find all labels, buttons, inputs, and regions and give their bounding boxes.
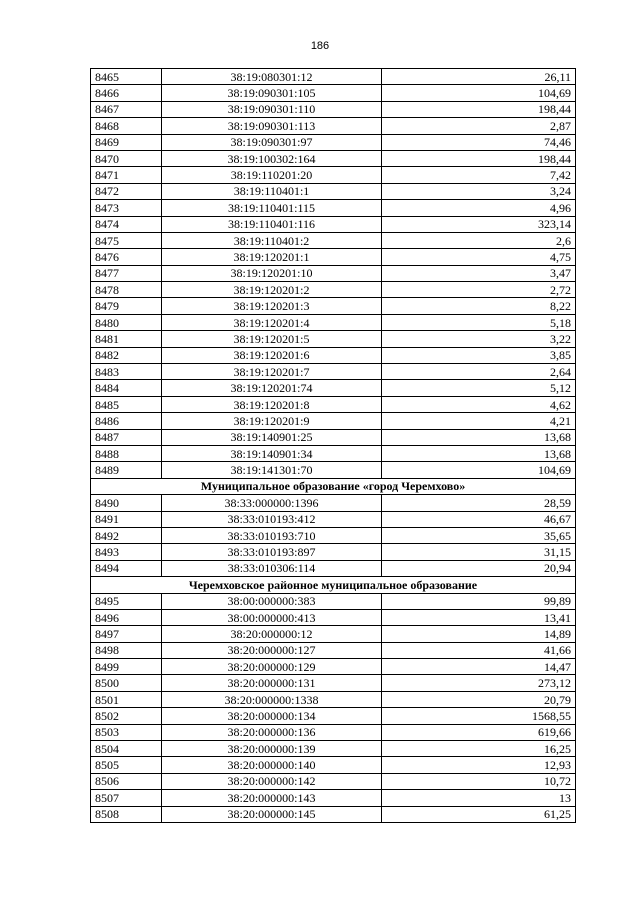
table-row xyxy=(91,741,576,757)
row-number: 8488 xyxy=(91,445,162,461)
table-row xyxy=(91,396,576,412)
row-value: 10,72 xyxy=(382,773,576,789)
cadastral-number: 38:19:120201:7 xyxy=(162,364,382,380)
row-number: 8505 xyxy=(91,757,162,773)
row-number: 8500 xyxy=(91,675,162,691)
table-row xyxy=(91,691,576,707)
section-heading: Муниципальное образование «город Черемхово» xyxy=(91,478,576,494)
row-number: 8492 xyxy=(91,527,162,543)
section-heading-row xyxy=(91,577,576,593)
table-row xyxy=(91,544,576,560)
table-row xyxy=(91,462,576,478)
row-value: 16,25 xyxy=(382,741,576,757)
section-heading-row xyxy=(91,478,576,494)
cadastral-number: 38:33:010193:710 xyxy=(162,527,382,543)
table-row xyxy=(91,659,576,675)
cadastral-number: 38:19:120201:4 xyxy=(162,314,382,330)
row-value: 13 xyxy=(382,790,576,806)
table-row xyxy=(91,380,576,396)
row-value: 104,69 xyxy=(382,462,576,478)
row-value: 198,44 xyxy=(382,150,576,166)
row-number: 8472 xyxy=(91,183,162,199)
row-number: 8470 xyxy=(91,150,162,166)
cadastral-number: 38:19:120201:5 xyxy=(162,331,382,347)
row-value: 13,41 xyxy=(382,609,576,625)
cadastral-number: 38:19:120201:8 xyxy=(162,396,382,412)
table-row xyxy=(91,265,576,281)
row-value: 41,66 xyxy=(382,642,576,658)
row-number: 8471 xyxy=(91,167,162,183)
row-number: 8484 xyxy=(91,380,162,396)
cadastral-number: 38:19:100302:164 xyxy=(162,150,382,166)
table-row xyxy=(91,626,576,642)
table-row xyxy=(91,101,576,117)
row-number: 8483 xyxy=(91,364,162,380)
table-row xyxy=(91,593,576,609)
row-number: 8493 xyxy=(91,544,162,560)
row-number: 8499 xyxy=(91,659,162,675)
row-value: 3,47 xyxy=(382,265,576,281)
row-value: 3,24 xyxy=(382,183,576,199)
row-number: 8467 xyxy=(91,101,162,117)
table-row xyxy=(91,347,576,363)
cadastral-number: 38:19:090301:105 xyxy=(162,85,382,101)
row-number: 8482 xyxy=(91,347,162,363)
cadastral-number: 38:33:010306:114 xyxy=(162,560,382,576)
table-row xyxy=(91,314,576,330)
table-row xyxy=(91,150,576,166)
row-number: 8476 xyxy=(91,249,162,265)
cadastral-number: 38:20:000000:127 xyxy=(162,642,382,658)
table-row xyxy=(91,495,576,511)
row-value: 28,59 xyxy=(382,495,576,511)
row-value: 4,21 xyxy=(382,413,576,429)
row-value: 2,72 xyxy=(382,282,576,298)
table-row xyxy=(91,527,576,543)
cadastral-number: 38:33:000000:1396 xyxy=(162,495,382,511)
row-value: 1568,55 xyxy=(382,708,576,724)
row-value: 5,18 xyxy=(382,314,576,330)
row-number: 8477 xyxy=(91,265,162,281)
table-row xyxy=(91,298,576,314)
row-value: 4,75 xyxy=(382,249,576,265)
table-row xyxy=(91,331,576,347)
cadastral-number: 38:20:000000:12 xyxy=(162,626,382,642)
table-row xyxy=(91,445,576,461)
row-number: 8504 xyxy=(91,741,162,757)
row-value: 14,89 xyxy=(382,626,576,642)
row-number: 8503 xyxy=(91,724,162,740)
row-number: 8502 xyxy=(91,708,162,724)
cadastral-number: 38:19:090301:113 xyxy=(162,118,382,134)
row-value: 13,68 xyxy=(382,429,576,445)
table-row xyxy=(91,167,576,183)
row-value: 61,25 xyxy=(382,806,576,822)
row-value: 323,14 xyxy=(382,216,576,232)
row-number: 8481 xyxy=(91,331,162,347)
cadastral-table xyxy=(90,68,576,823)
cadastral-number: 38:19:120201:74 xyxy=(162,380,382,396)
cadastral-number: 38:19:090301:97 xyxy=(162,134,382,150)
cadastral-number: 38:19:140901:25 xyxy=(162,429,382,445)
cadastral-number: 38:19:110401:2 xyxy=(162,232,382,248)
cadastral-number: 38:00:000000:413 xyxy=(162,609,382,625)
cadastral-number: 38:20:000000:140 xyxy=(162,757,382,773)
row-number: 8465 xyxy=(91,69,162,85)
row-number: 8466 xyxy=(91,85,162,101)
row-number: 8489 xyxy=(91,462,162,478)
row-number: 8497 xyxy=(91,626,162,642)
table-body xyxy=(91,69,576,823)
row-value: 14,47 xyxy=(382,659,576,675)
section-heading: Черемховское районное муниципальное образование xyxy=(91,577,576,593)
cadastral-number: 38:19:120201:3 xyxy=(162,298,382,314)
cadastral-number: 38:20:000000:139 xyxy=(162,741,382,757)
cadastral-number: 38:00:000000:383 xyxy=(162,593,382,609)
cadastral-number: 38:19:120201:2 xyxy=(162,282,382,298)
row-value: 3,22 xyxy=(382,331,576,347)
row-number: 8491 xyxy=(91,511,162,527)
cadastral-number: 38:19:140901:34 xyxy=(162,445,382,461)
table-row xyxy=(91,511,576,527)
row-number: 8469 xyxy=(91,134,162,150)
cadastral-number: 38:19:120201:6 xyxy=(162,347,382,363)
table-row xyxy=(91,790,576,806)
cadastral-number: 38:20:000000:129 xyxy=(162,659,382,675)
table-row xyxy=(91,232,576,248)
row-number: 8507 xyxy=(91,790,162,806)
cadastral-number: 38:20:000000:142 xyxy=(162,773,382,789)
row-value: 35,65 xyxy=(382,527,576,543)
row-value: 7,42 xyxy=(382,167,576,183)
row-value: 104,69 xyxy=(382,85,576,101)
row-number: 8490 xyxy=(91,495,162,511)
row-value: 4,62 xyxy=(382,396,576,412)
row-value: 8,22 xyxy=(382,298,576,314)
table-row xyxy=(91,118,576,134)
table-row xyxy=(91,609,576,625)
table-row xyxy=(91,757,576,773)
row-number: 8485 xyxy=(91,396,162,412)
row-value: 2,6 xyxy=(382,232,576,248)
row-number: 8479 xyxy=(91,298,162,314)
table-row xyxy=(91,724,576,740)
row-number: 8498 xyxy=(91,642,162,658)
row-number: 8494 xyxy=(91,560,162,576)
table-row xyxy=(91,429,576,445)
row-number: 8478 xyxy=(91,282,162,298)
row-value: 619,66 xyxy=(382,724,576,740)
cadastral-number: 38:20:000000:1338 xyxy=(162,691,382,707)
cadastral-number: 38:20:000000:143 xyxy=(162,790,382,806)
row-value: 46,67 xyxy=(382,511,576,527)
table-row xyxy=(91,708,576,724)
row-value: 3,85 xyxy=(382,347,576,363)
cadastral-number: 38:19:080301:12 xyxy=(162,69,382,85)
table-row xyxy=(91,364,576,380)
cadastral-number: 38:19:110201:20 xyxy=(162,167,382,183)
row-number: 8496 xyxy=(91,609,162,625)
cadastral-number: 38:19:120201:10 xyxy=(162,265,382,281)
cadastral-number: 38:20:000000:134 xyxy=(162,708,382,724)
row-value: 99,89 xyxy=(382,593,576,609)
table-row xyxy=(91,134,576,150)
row-value: 2,64 xyxy=(382,364,576,380)
table-row xyxy=(91,642,576,658)
row-value: 20,79 xyxy=(382,691,576,707)
row-value: 273,12 xyxy=(382,675,576,691)
row-number: 8508 xyxy=(91,806,162,822)
page-number: 186 xyxy=(310,40,330,52)
cadastral-number: 38:19:120201:9 xyxy=(162,413,382,429)
cadastral-number: 38:20:000000:131 xyxy=(162,675,382,691)
cadastral-number: 38:19:090301:110 xyxy=(162,101,382,117)
row-number: 8486 xyxy=(91,413,162,429)
table-row xyxy=(91,806,576,822)
row-value: 74,46 xyxy=(382,134,576,150)
cadastral-number: 38:19:141301:70 xyxy=(162,462,382,478)
cadastral-number: 38:20:000000:136 xyxy=(162,724,382,740)
row-value: 12,93 xyxy=(382,757,576,773)
cadastral-number: 38:19:110401:115 xyxy=(162,200,382,216)
row-value: 26,11 xyxy=(382,69,576,85)
table-row xyxy=(91,85,576,101)
row-value: 5,12 xyxy=(382,380,576,396)
table-row xyxy=(91,675,576,691)
row-number: 8475 xyxy=(91,232,162,248)
cadastral-number: 38:19:110401:1 xyxy=(162,183,382,199)
cadastral-number: 38:19:120201:1 xyxy=(162,249,382,265)
cadastral-number: 38:33:010193:412 xyxy=(162,511,382,527)
table-row xyxy=(91,69,576,85)
row-number: 8501 xyxy=(91,691,162,707)
table-row xyxy=(91,413,576,429)
cadastral-number: 38:19:110401:116 xyxy=(162,216,382,232)
table-row xyxy=(91,249,576,265)
cadastral-number: 38:20:000000:145 xyxy=(162,806,382,822)
table-row xyxy=(91,773,576,789)
row-value: 31,15 xyxy=(382,544,576,560)
row-number: 8468 xyxy=(91,118,162,134)
row-number: 8487 xyxy=(91,429,162,445)
table-row xyxy=(91,560,576,576)
row-value: 4,96 xyxy=(382,200,576,216)
table-row xyxy=(91,282,576,298)
row-number: 8480 xyxy=(91,314,162,330)
table-row xyxy=(91,183,576,199)
table-row xyxy=(91,200,576,216)
row-value: 13,68 xyxy=(382,445,576,461)
row-value: 2,87 xyxy=(382,118,576,134)
row-number: 8474 xyxy=(91,216,162,232)
table-row xyxy=(91,216,576,232)
row-value: 20,94 xyxy=(382,560,576,576)
row-number: 8473 xyxy=(91,200,162,216)
row-number: 8495 xyxy=(91,593,162,609)
row-value: 198,44 xyxy=(382,101,576,117)
row-number: 8506 xyxy=(91,773,162,789)
cadastral-number: 38:33:010193:897 xyxy=(162,544,382,560)
